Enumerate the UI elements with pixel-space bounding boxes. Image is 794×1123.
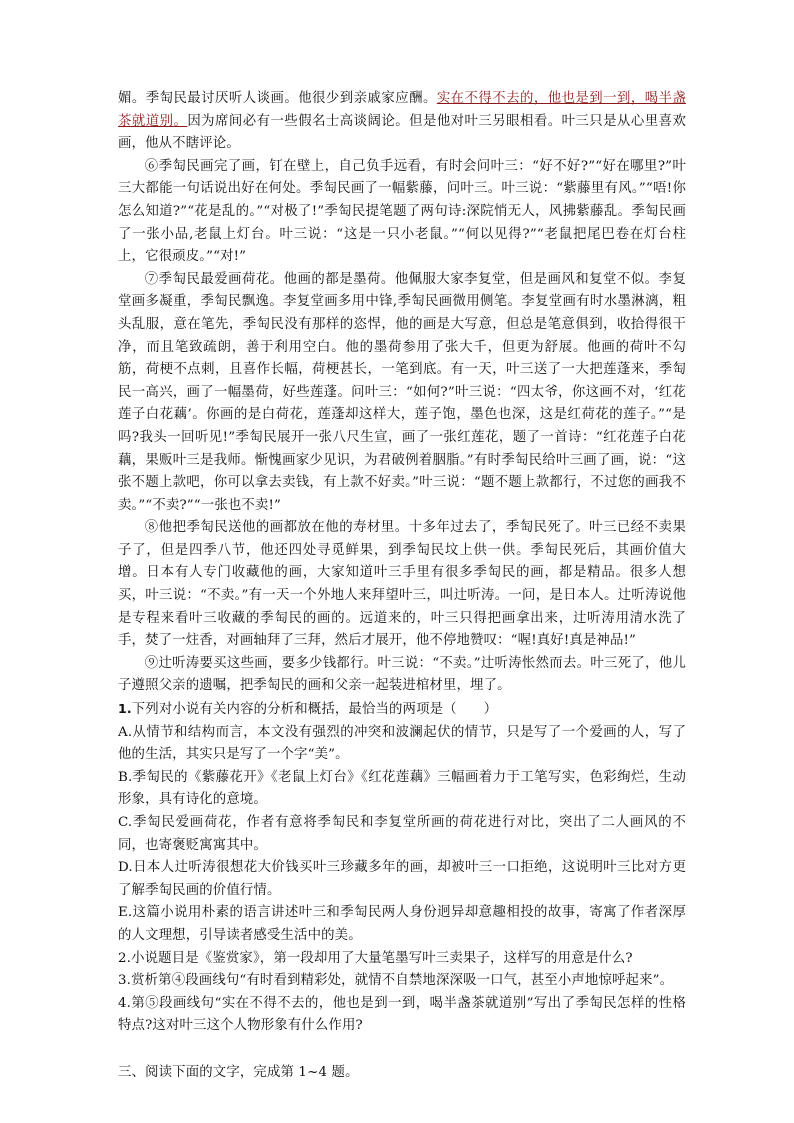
paragraph-8: ⑧他把季匋民送他的画都放在他的寿材里。十多年过去了，季匋民死了。叶三已经不卖果子了，但是四季八节，他还四处寻觅鲜果，到季匋民坟上供一供。季匋民死后，其画价值大增。日本有人专门收藏他的画，大家知道叶三手里有很多季匋民的画，都是精品。很多人想买，叶三说：“不卖。”有一天一个外地人来拜望叶三，叫辻听涛。一问，是日本人。辻听涛说他是专程来看叶三收藏的季匋民的画的。远道来的，叶三只得把画拿出来，辻听涛用清水洗了手，焚了一炷香，对画轴拜了三拜，然后才展开，他不停地赞叹：“喔!真好!真是神品!” — [118, 520, 686, 649]
paragraph-9: ⑨辻听涛要买这些画，要多少钱都行。叶三说：“不卖。”辻听涛怅然而去。叶三死了，他儿子遵照父亲的遗嘱，把季匋民的画和父亲一起装进棺材里，埋了。 — [118, 655, 686, 694]
question-1-option-a: A.从情节和结构而言，本文没有强烈的冲突和波澜起伏的情节，只是写了一个爱画的人，写了他的生活，其实只是写了一个字“美”。 — [118, 724, 686, 763]
question-1-option-d: D.日本人辻听涛很想花大价钱买叶三珍藏多年的画，却被叶三一口拒绝，这说明叶三比对方更了解季匋民画的价值行情。 — [118, 860, 686, 898]
document-page — [118, 88, 686, 1085]
paragraph-5-text-a: 媚。季匋民最讨厌听人谈画。他很少到亲戚家应酬。 — [118, 91, 437, 106]
question-1-option-c: C.季匋民爱画荷花，作者有意将季匋民和李复堂所画的荷花进行对比，突出了二人画风的不同，也寄褒贬寓寓其中。 — [118, 815, 686, 853]
underlined-sentence: 实在不得不去的，他也是到一到，喝半盏茶就道别。 — [118, 91, 686, 129]
paragraph-5-text-c: 因为席间必有一些假名士高谈阔论。但是他对叶三另眼相看。叶三只是从心里喜欢画，他从不瞎评论。 — [118, 113, 686, 152]
paragraph-5-end — [118, 88, 686, 156]
question-1-option-e: E.这篇小说用朴素的语言讲述叶三和季匋民两人身份迥异却意趣相投的故事，寄寓了作者深厚的人文理想，引导读者感受生活中的美。 — [118, 905, 686, 943]
question-2: 2.小说题目是《鉴赏家》，第一段却用了大量笔墨写叶三卖果子，这样写的用意是什么? — [118, 950, 633, 966]
question-1 — [118, 698, 686, 722]
question-1-option-b: B.季匋民的《紫藤花开》《老鼠上灯台》《红花莲藕》三幅画着力于工笔写实，色彩绚烂，生动形象，具有诗化的意境。 — [118, 769, 686, 808]
paragraph-6: ⑥季匋民画完了画，钉在壁上，自己负手远看，有时会问叶三：“好不好?”“好在哪里?”叶三大都能一句话说出好在何处。季匋民画了一幅紫藤，问叶三。叶三说：“紫藤里有风。”“唔!你怎么知道?”“花是乱的。”“对极了!”季匋民提笔题了两句诗:深院悄无人，风拂紫藤乱。季匋民画了一张小品,老鼠上灯台。叶三说：“这是一只小老鼠。”“何以见得?”“老鼠把尾巴卷在灯台柱上，它很顽皮。”“对!” — [118, 158, 686, 265]
question-1-number: 1. — [118, 701, 132, 717]
question-3: 3.赏析第④段画线句“有时看到精彩处，就情不自禁地深深吸一口气，甚至小声地惊呼起来”。 — [118, 973, 674, 989]
section-spacer — [118, 1038, 686, 1062]
question-1-text: 下列对小说有关内容的分析和概括，最恰当的两项是（ ） — [131, 702, 498, 718]
paragraph-7: ⑦季匋民最爱画荷花。他画的都是墨荷。他佩服大家李复堂，但是画风和复堂不似。李复堂画多凝重，季匋民飘逸。李复堂画多用中锋,季匋民画微用侧笔。李复堂画有时水墨淋漓，粗头乱服，意在笔先，季匋民没有那样的恣悍，他的画是大写意，但总是笔意俱到，收拾得很干净，而且笔致疏朗，善于利用空白。他的墨荷参用了张大千，但更为舒展。他画的荷叶不勾筋，荷梗不点刺，且喜作长幅，荷梗甚长，一笔到底。有一天，叶三送了一大把莲蓬来，季匋民一高兴，画了一幅墨荷，好些莲蓬。问叶三：“如何?”叶三说：“四太爷，你这画不对，‘红花莲子白花藕’。你画的是白荷花，莲蓬却这样大，莲子饱，墨色也深，这是红荷花的莲子。”“是吗?我头一回听见!”季匋民展开一张八尺生宣，画了一张红莲花，题了一首诗：“红花莲子白花藕，果贩叶三是我师。惭愧画家少见识，为君破例着胭脂。”有时季匋民给叶三画了画，说：“这张不题上款吧，你可以拿去卖钱，有上款不好卖。”叶三说：“题不题上款都行，不过您的画我不卖。”“不卖?”“一张也不卖!” — [118, 271, 686, 513]
section-3-heading: 三、阅读下面的文字，完成第 1~4 题。 — [118, 1064, 359, 1080]
question-4: 4.第⑤段画线句“实在不得不去的，他也是到一到，喝半盏茶就道别”写出了季匋民怎样的性格特点?这对叶三这个人物形象有什么作用? — [118, 995, 686, 1034]
